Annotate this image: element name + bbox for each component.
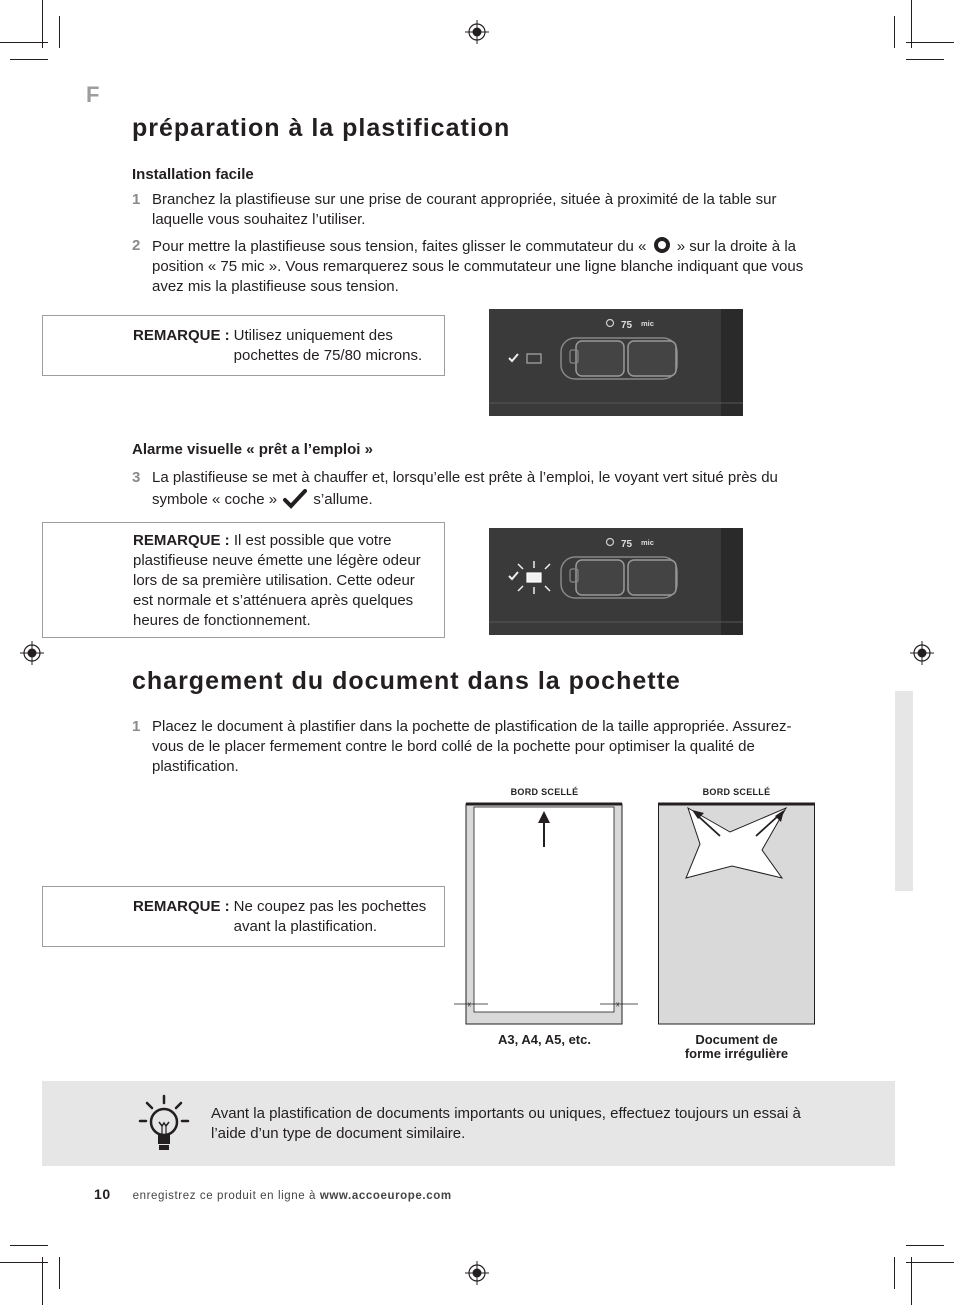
crop-mark <box>906 1262 954 1263</box>
step-2 <box>132 236 822 297</box>
tip-text: Avant la plastification de documents importants ou uniques, effectuez toujours un essai à l’aide d’un type de document similaire. <box>211 1105 801 1142</box>
note-text: Ne coupez pas les pochettes avant la plastification. <box>233 898 427 935</box>
step-text <box>152 467 822 511</box>
margin-mark: x <box>467 1001 471 1009</box>
crop-mark <box>10 1245 48 1246</box>
step-number: 2 <box>132 237 141 254</box>
crop-mark <box>10 59 48 60</box>
section-title-preparation: préparation à la plastification <box>132 114 511 142</box>
step-text-after: » sur la droite à la position « 75 mic ». Vous remarquerez sous le commutateur une ligne blanche indiquant que vous avez mis la plastifieuse sous tension. <box>152 238 804 295</box>
step-number: 1 <box>132 191 141 208</box>
panel-unit-label: mic <box>641 319 654 328</box>
crop-mark <box>911 0 912 48</box>
panel-setting-label: 75 <box>621 320 633 331</box>
subhead-alarm: Alarme visuelle « prêt a l’emploi » <box>132 441 373 458</box>
footer-url[interactable]: www.accoeurope.com <box>319 1190 452 1202</box>
crop-mark <box>906 1245 944 1246</box>
control-panel-off-image <box>489 309 743 416</box>
language-letter: F <box>86 82 100 107</box>
crop-mark <box>906 42 954 43</box>
footer-text: enregistrez ce produit en ligne à <box>132 1190 317 1202</box>
checkmark-icon <box>283 489 307 509</box>
pouch-standard-caption: A3, A4, A5, etc. <box>498 1032 591 1047</box>
pouch-irregular-caption <box>648 1033 825 1061</box>
note-box-odour <box>42 522 445 638</box>
control-panel-ready-image <box>489 528 743 635</box>
side-tab <box>895 691 913 891</box>
sealed-edge-label: BORD SCELLÉ <box>702 787 771 797</box>
section-title-loading: chargement du document dans la pochette <box>132 667 681 695</box>
crop-mark <box>894 16 895 48</box>
crop-mark <box>0 42 48 43</box>
step-number: 3 <box>132 469 141 486</box>
crop-mark <box>894 1257 895 1289</box>
step-load-1 <box>132 717 822 777</box>
step-text-before: La plastifieuse se met à chauffer et, lorsqu’elle est prête à l’emploi, le voyant vert situé près du symbole « coche » <box>152 469 778 508</box>
step-1 <box>132 190 822 230</box>
step-3 <box>132 467 822 511</box>
note-label: REMARQUE : <box>133 327 230 344</box>
crop-mark <box>911 1257 912 1305</box>
note-label: REMARQUE : <box>133 532 230 549</box>
pouch-standard-diagram <box>452 800 642 1028</box>
page-footer <box>94 1186 452 1202</box>
panel-unit-label: mic <box>641 538 654 547</box>
registration-mark <box>465 20 489 44</box>
step-text-after: s’allume. <box>313 491 373 508</box>
caption-line: Document de <box>695 1032 778 1047</box>
step-text <box>152 236 822 297</box>
crop-mark <box>59 16 60 48</box>
step-text: Placez le document à plastifier dans la pochette de plastification de la taille appropriée. Assurez-vous de le placer fermement contre le bord collé de la pochette pour optimiser la qualité de plastification. <box>152 718 792 775</box>
step-number: 1 <box>132 718 141 735</box>
registration-mark <box>465 1261 489 1285</box>
subhead-install: Installation facile <box>132 166 254 183</box>
crop-mark <box>42 0 43 48</box>
note-text: Il est possible que votre plastifieuse neuve émette une légère odeur lors de sa première utilisation. Cette odeur est normale et s’atténuera après quelques heures de fonctionnement. <box>133 532 421 629</box>
margin-mark: x <box>616 1001 620 1009</box>
note-text: Utilisez uniquement des pochettes de 75/80 microns. <box>233 327 423 364</box>
registration-mark <box>20 641 44 665</box>
page-number: 10 <box>94 1186 111 1202</box>
panel-setting-label: 75 <box>621 539 633 550</box>
crop-mark <box>59 1257 60 1289</box>
crop-mark <box>42 1257 43 1305</box>
caption-line: forme irrégulière <box>684 1046 789 1061</box>
power-off-icon <box>653 236 671 254</box>
note-box-pouches <box>42 315 445 376</box>
step-text-before: Pour mettre la plastifieuse sous tension, faites glisser le commutateur du « <box>152 238 647 255</box>
step-text: Branchez la plastifieuse sur une prise de courant appropriée, située à proximité de la table sur laquelle vous souhaitez l’utiliser. <box>152 191 777 228</box>
pouch-irregular-diagram <box>658 800 815 1026</box>
lightbulb-icon <box>138 1094 190 1154</box>
sealed-edge-label: BORD SCELLÉ <box>510 787 579 797</box>
crop-mark <box>906 59 944 60</box>
registration-mark <box>910 641 934 665</box>
note-box-cut <box>42 886 445 947</box>
crop-mark <box>0 1262 48 1263</box>
note-label: REMARQUE : <box>133 898 230 915</box>
